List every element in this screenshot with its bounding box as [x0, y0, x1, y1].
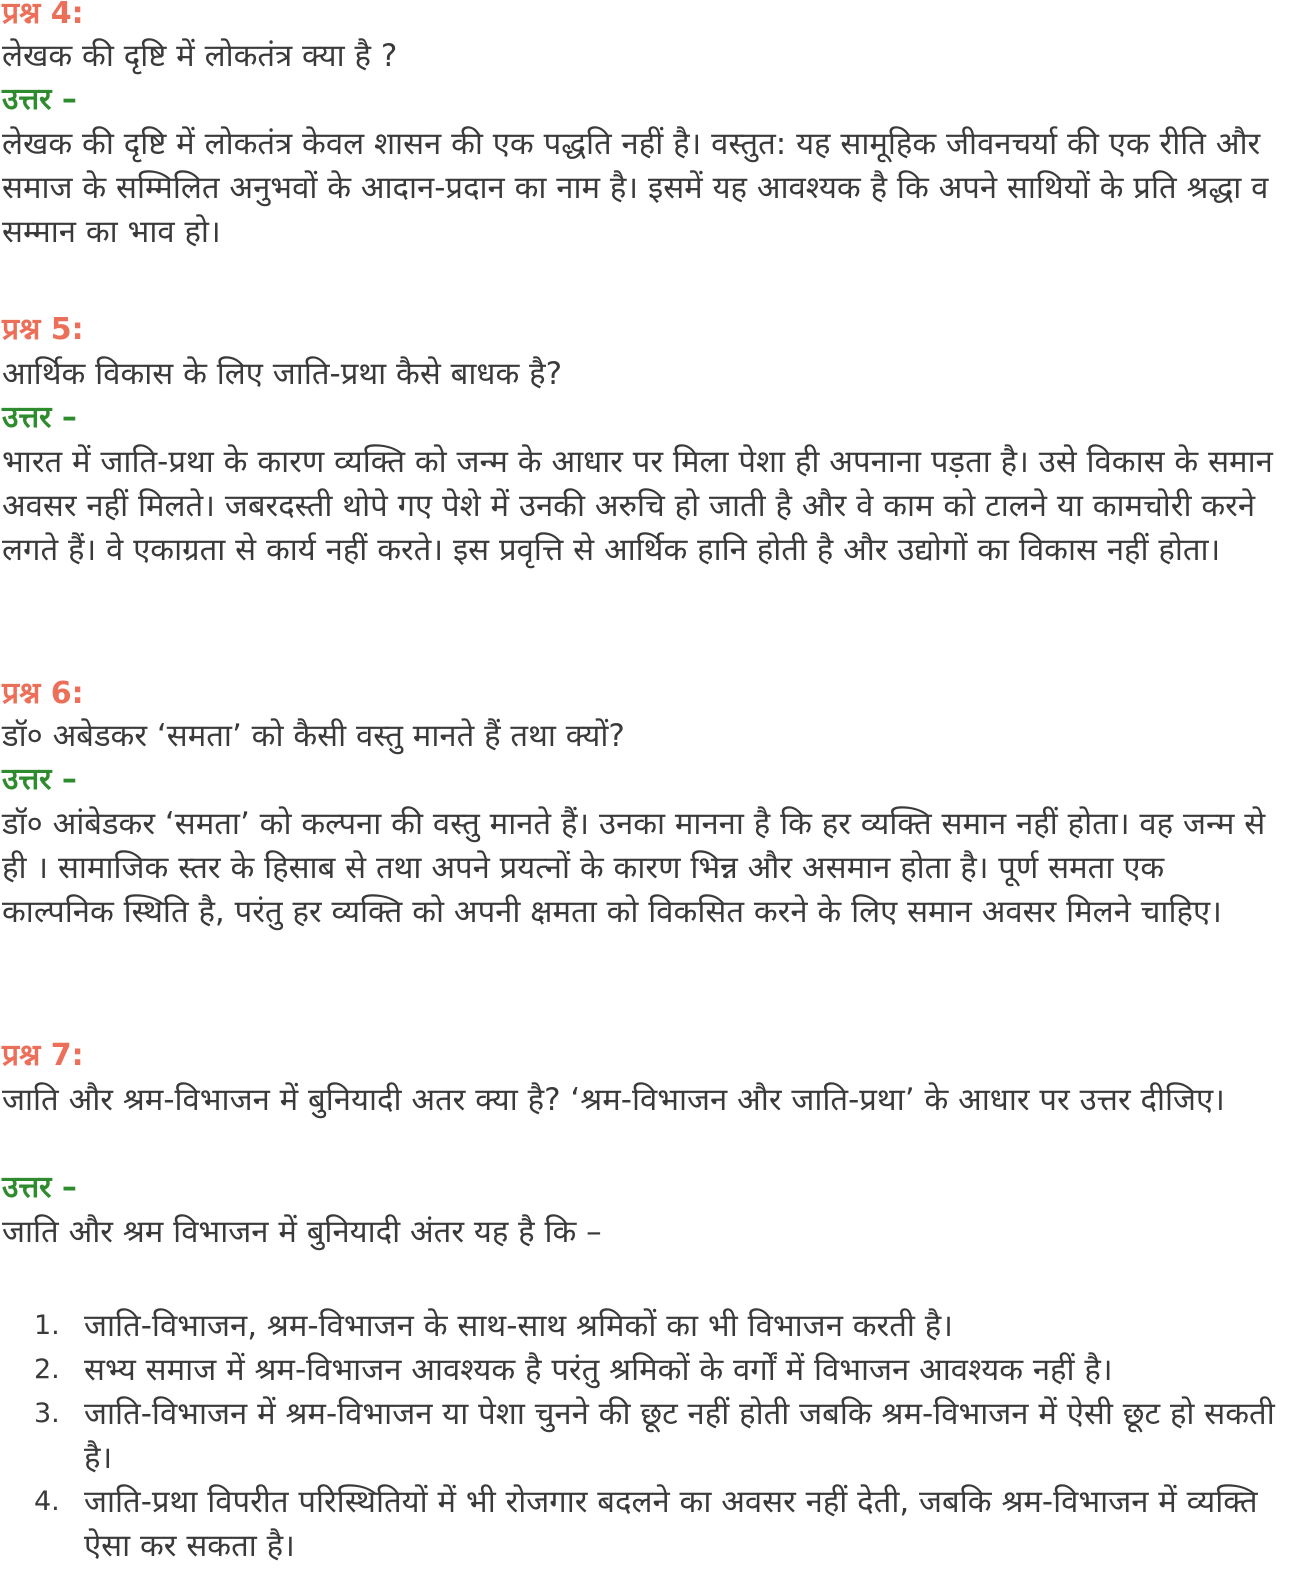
answer-text: जाति और श्रम विभाजन में बुनियादी अंतर यह है कि – — [2, 1214, 602, 1250]
question-label: प्रश्न 5: — [2, 312, 84, 347]
list-item-number: 2. — [34, 1354, 60, 1385]
answer-text: लेखक की दृष्टि में लोकतंत्र केवल शासन की एक पद्धति नहीं है। वस्तुत: यह सामूहिक जीवनचर्या की एक रीति और समाज के सम्मिलित अनुभवों के आदान-प्रदान का नाम है। इसमें यह आवश्यक है कि अपने साथियों के प्रति श्रद्धा व सम्मान का भाव हो। — [2, 126, 1269, 250]
list-item — [0, 1304, 1290, 1348]
list-item — [0, 1392, 1290, 1480]
answer-points-list — [0, 1304, 1290, 1568]
list-item-text: सभ्य समाज में श्रम-विभाजन आवश्यक है परंतु श्रमिकों के वर्गों में विभाजन आवश्यक नहीं है। — [84, 1352, 1113, 1388]
list-item-text: जाति-विभाजन में श्रम-विभाजन या पेशा चुनने की छूट नहीं होती जबकि श्रम-विभाजन में ऐसी छूट हो सकती है। — [84, 1396, 1275, 1476]
answer-text: भारत में जाति-प्रथा के कारण व्यक्ति को जन्म के आधार पर मिला पेशा ही अपनाना पड़ता है। उसे विकास के समान अवसर नहीं मिलते। जबरदस्ती थोपे गए पेशे में उनकी अरुचि हो जाती है और वे काम को टालने या कामचोरी करने लगते हैं। वे एकाग्रता से कार्य नहीं करते। इस प्रवृत्ति से आर्थिक हानि होती है और उद्योगों का विकास नहीं होता। — [2, 444, 1273, 568]
list-item-text: जाति-विभाजन, श्रम-विभाजन के साथ-साथ श्रमिकों का भी विभाजन करती है। — [84, 1308, 953, 1344]
answer-label: उत्तर – — [2, 1170, 77, 1205]
question-text: जाति और श्रम-विभाजन में बुनियादी अतर क्या है? ‘श्रम-विभाजन और जाति-प्रथा’ के आधार पर उत्तर दीजिए। — [2, 1082, 1225, 1118]
list-item — [0, 1480, 1290, 1568]
list-item-number: 4. — [34, 1486, 60, 1517]
list-item-number: 1. — [34, 1310, 60, 1341]
list-item-text: जाति-प्रथा विपरीत परिस्थितियों में भी रोजगार बदलने का अवसर नहीं देती, जबकि श्रम-विभाजन में व्यक्ति ऐसा कर सकता है। — [84, 1484, 1258, 1564]
question-label: प्रश्न 7: — [2, 1038, 84, 1073]
answer-text: डॉ० आंबेडकर ‘समता’ को कल्पना की वस्तु मानते हैं। उनका मानना है कि हर व्यक्ति समान नहीं होता। वह जन्म से ही । सामाजिक स्तर के हिसाब से तथा अपने प्रयत्नों के कारण भिन्न और असमान होता है। पूर्ण समता एक काल्पनिक स्थिति है, परंतु हर व्यक्ति को अपनी क्षमता को विकसित करने के लिए समान अवसर मिलने चाहिए। — [2, 806, 1266, 930]
answer-label: उत्तर – — [2, 400, 77, 435]
question-label: प्रश्न 6: — [2, 676, 84, 711]
question-text: डॉ० अबेडकर ‘समता’ को कैसी वस्तु मानते हैं तथा क्यों? — [2, 718, 625, 754]
answer-label: उत्तर – — [2, 762, 77, 797]
question-label: प्रश्न 4: — [2, 0, 84, 31]
list-item — [0, 1348, 1290, 1392]
question-text: आर्थिक विकास के लिए जाति-प्रथा कैसे बाधक है? — [2, 356, 563, 392]
question-text: लेखक की दृष्टि में लोकतंत्र क्या है ? — [2, 38, 398, 74]
list-item-number: 3. — [34, 1398, 60, 1429]
answer-label: उत्तर – — [2, 82, 77, 117]
